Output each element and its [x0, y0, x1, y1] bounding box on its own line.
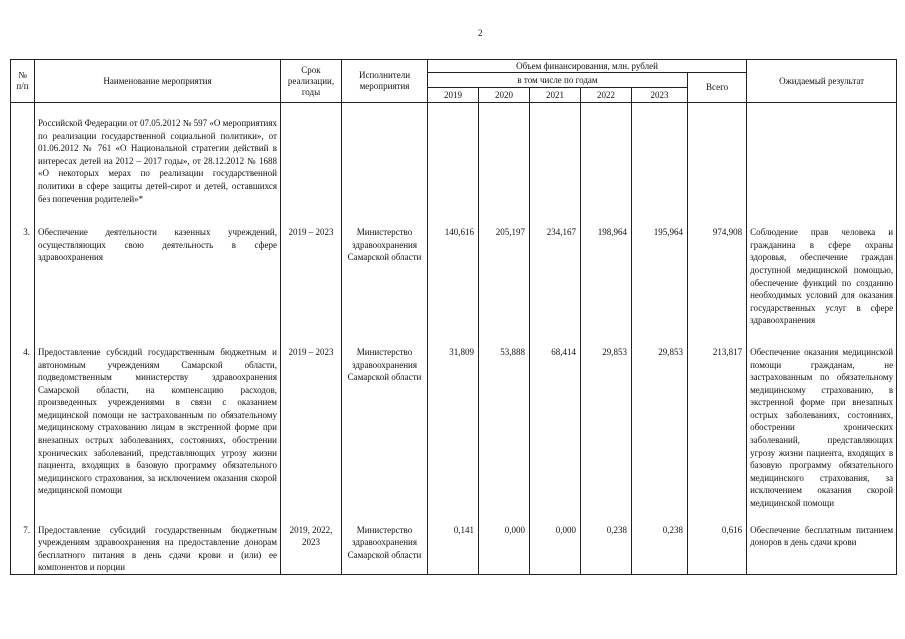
row-v2021: 68,414 [530, 346, 581, 510]
row-v2022: 29,853 [581, 346, 632, 510]
row-name: Российской Федерации от 07.05.2012 № 597 «О мероприятиях по реализации государственной социальной политики», от 01.06.2012 № 761 «О Национальной стратегии действий в интересах детей на 2012 – 2017 годы», от 28.12.2012 № 1688 «О некоторых мерах по реализации государственной политики в сфере защиты детей-сирот и детей, оставшихся без попечения родителей»* [35, 117, 281, 205]
row-result: Обеспечение оказания медицинской помощи гражданам, не застрахованным по обязательному медицинскому страхованию, в экстренной форме при внезапных острых заболеваниях, состояниях, обострении хронических заболеваний, представляющих угрозу жизни пациента, входящих в базовую программу обязательного медицинского страхования, за исключением оказания скорой медицинской помощи [747, 346, 897, 510]
row-v2019 [428, 117, 479, 205]
row-name: Предоставление субсидий государственным бюджетным и автономным учреждениям Самарской области, подведомственным министерству здравоохранения Самарской области, на компенсацию расходов, произведенных учреждениями в связи с оказанием медицинской помощи не застрахованным по обязательному медицинскому страхованию лицам в экстренной форме при внезапных острых заболеваниях, состояниях, обострении хронических заболеваний, представляющих угрозу жизни пациента, входящих в базовую программу обязательного медицинского страхования, за исключением оказания скорой медицинской помощи [35, 346, 281, 510]
row-total [688, 117, 747, 205]
table-row [11, 346, 897, 510]
row-executors: Министерство здравоохранения Самарской области [342, 346, 428, 510]
row-executors: Министерство здравоохранения Самарской области [342, 524, 428, 575]
header-year-2019: 2019 [428, 88, 479, 103]
row-v2020: 53,888 [479, 346, 530, 510]
row-name: Обеспечение деятельности казенных учреждений, осуществляющих свою деятельность в сфере здравоохранения [35, 226, 281, 327]
header-total: Всего [688, 73, 747, 103]
table-row [11, 524, 897, 575]
row-result: Соблюдение прав человека и гражданина в сфере охраны здоровья, обеспечение граждан доступной медицинской помощью, обеспечение функций по созданию необходимых условий для оказания государственных услуг в сфере здравоохранения [747, 226, 897, 327]
row-term [281, 117, 342, 205]
row-term: 2019 – 2023 [281, 226, 342, 327]
header-term: Срок реализации, годы [281, 60, 342, 103]
row-v2023: 195,964 [632, 226, 688, 327]
row-total: 0,616 [688, 524, 747, 575]
row-v2021: 0,000 [530, 524, 581, 575]
row-total: 213,817 [688, 346, 747, 510]
row-v2022 [581, 117, 632, 205]
row-v2022: 198,964 [581, 226, 632, 327]
row-term: 2019, 2022, 2023 [281, 524, 342, 575]
row-v2023 [632, 117, 688, 205]
row-term: 2019 – 2023 [281, 346, 342, 510]
row-name: Предоставление субсидий государственным бюджетным учреждениям здравоохранения на предоставление донорам бесплатного питания в день сдачи крови и (или) ее компонентов и порции [35, 524, 281, 575]
row-no: 7. [11, 524, 35, 575]
header-year-2020: 2020 [479, 88, 530, 103]
row-v2020 [479, 117, 530, 205]
header-by-years: в том числе по годам [428, 73, 688, 88]
row-no: 4. [11, 346, 35, 510]
row-v2023: 0,238 [632, 524, 688, 575]
funding-table-wrapper [10, 59, 897, 575]
funding-table [10, 59, 897, 575]
row-no: 3. [11, 226, 35, 327]
row-total: 974,908 [688, 226, 747, 327]
row-v2021 [530, 117, 581, 205]
header-result: Ожидаемый результат [747, 60, 897, 103]
row-v2020: 205,197 [479, 226, 530, 327]
table-row [11, 226, 897, 327]
row-v2021: 234,167 [530, 226, 581, 327]
row-v2019: 140,616 [428, 226, 479, 327]
header-year-2022: 2022 [581, 88, 632, 103]
row-result: Обеспечение бесплатным питанием доноров в день сдачи крови [747, 524, 897, 575]
header-year-2021: 2021 [530, 88, 581, 103]
row-v2019: 0,141 [428, 524, 479, 575]
row-v2019: 31,809 [428, 346, 479, 510]
header-name: Наименование мероприятия [35, 60, 281, 103]
row-result [747, 117, 897, 205]
header-executors: Исполнители мероприятия [342, 60, 428, 103]
header-no: № п/п [11, 60, 35, 103]
row-executors: Министерство здравоохранения Самарской области [342, 226, 428, 327]
page-number: 2 [478, 28, 483, 38]
header-year-2023: 2023 [632, 88, 688, 103]
row-v2020: 0,000 [479, 524, 530, 575]
row-v2023: 29,853 [632, 346, 688, 510]
row-v2022: 0,238 [581, 524, 632, 575]
table-row [11, 117, 897, 205]
header-funding: Объем финансирования, млн. рублей [428, 60, 747, 73]
row-executors [342, 117, 428, 205]
row-no [11, 117, 35, 205]
